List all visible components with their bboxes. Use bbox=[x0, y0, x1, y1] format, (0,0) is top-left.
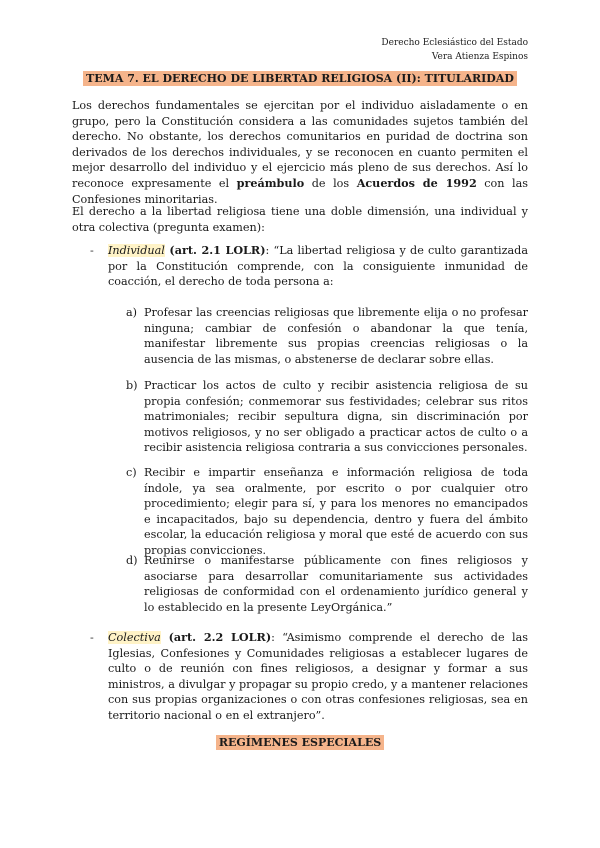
colectiva-paragraph bbox=[108, 630, 528, 724]
intro-bold-preambulo: preámbulo bbox=[236, 175, 305, 190]
section-heading-text: REGÍMENES ESPECIALES bbox=[216, 735, 384, 750]
intro-text-1: Los derechos fundamentales se ejercitan por el individuo aisladamente o en grupo, pero la Constitución considera a las comunidades sujetos también del derecho. No obstante, los derechos comunitarios en puridad de doctrina son derivados de los derechos individuales, y se reconocen en cuanto permiten el mejor desarrollo del individuo y el ejercicio más pleno de sus derechos. Así lo reconoce expresamente el bbox=[72, 99, 528, 190]
colectiva-term: Colectiva bbox=[108, 631, 161, 644]
intro-text-3: con las Confesiones minoritarias. bbox=[72, 176, 529, 206]
colectiva-text: : “Asimismo comprende el derecho de las Iglesias, Confesiones y Comunidades religiosas a establecer lugares de culto o de reunión con fines religiosos, a designar y formar a sus ministros, a divulgar y propagar su propio credo, y a mantener relaciones con sus propias organizaciones o con otras confesiones religiosas, sea en territorio nacional o en el extranjero”. bbox=[108, 631, 528, 722]
individual-ref: (art. 2.1 LOLR) bbox=[164, 243, 266, 257]
item-text-b: Practicar los actos de culto y recibir asistencia religiosa de su propia confesión; conmemorar sus festividades; celebrar sus ritos matrimoniales; recibir sepultura digna, sin discriminación por motivos religiosos, y no ser obligado a practicar actos de culto o a recibir asistencia religiosa contraria a sus convicciones personales. bbox=[144, 379, 528, 455]
bullet-dash-colectiva: - bbox=[90, 631, 94, 644]
item-text-a: Profesar las creencias religiosas que libremente elija o no profesar ninguna; cambiar de confesión o abandonar la que tenía, manifestar libremente sus propias creencias religiosas o la ausencia de las mismas, o abstenerse de declarar sobre ellas. bbox=[144, 306, 528, 366]
header-course: Derecho Eclesiástico del Estado bbox=[381, 38, 528, 48]
item-label-c: c) bbox=[126, 466, 137, 479]
individual-text: : “La libertad religiosa y de culto garantizada por la Constitución comprende, con la consiguiente inmunidad de coacción, el derecho de toda persona a: bbox=[108, 244, 529, 289]
running-header bbox=[381, 36, 528, 64]
colectiva-ref: (art. 2.2 LOLR) bbox=[160, 630, 272, 644]
item-text-d: Reunirse o manifestarse públicamente con fines religiosos y asociarse para desarrollar comunitariamente sus actividades religiosas de conformidad con el ordenamiento jurídico general y lo establecido en la presente LeyOrgánica.” bbox=[144, 554, 528, 614]
page-title bbox=[0, 72, 600, 86]
individual-paragraph bbox=[108, 243, 528, 290]
item-label-d: d) bbox=[126, 554, 138, 567]
intro-paragraph bbox=[72, 98, 528, 207]
intro-text-2: de los bbox=[304, 176, 357, 190]
dimension-paragraph: El derecho a la libertad religiosa tiene una doble dimensión, una individual y otra colectiva (pregunta examen): bbox=[72, 205, 528, 234]
header-author: Vera Atienza Espinos bbox=[431, 52, 528, 62]
intro-bold-acuerdos: Acuerdos de 1992 bbox=[356, 175, 477, 190]
individual-term: Individual bbox=[108, 244, 165, 257]
bullet-dash-individual: - bbox=[90, 244, 94, 257]
item-text-c: Recibir e impartir enseñanza e información religiosa de toda índole, ya sea oralmente, por escrito o por cualquier otro procedimiento; elegir para sí, y para los menores no emancipados e incapacitados, bajo su dependencia, dentro y fuera del ámbito escolar, la educación religiosa y moral que esté de acuerdo con sus propias convicciones. bbox=[144, 466, 528, 557]
item-label-a: a) bbox=[126, 306, 138, 319]
page-title-text: TEMA 7. EL DERECHO DE LIBERTAD RELIGIOSA (II): TITULARIDAD bbox=[83, 71, 517, 86]
section-heading bbox=[0, 736, 600, 749]
item-label-b: b) bbox=[126, 379, 138, 392]
